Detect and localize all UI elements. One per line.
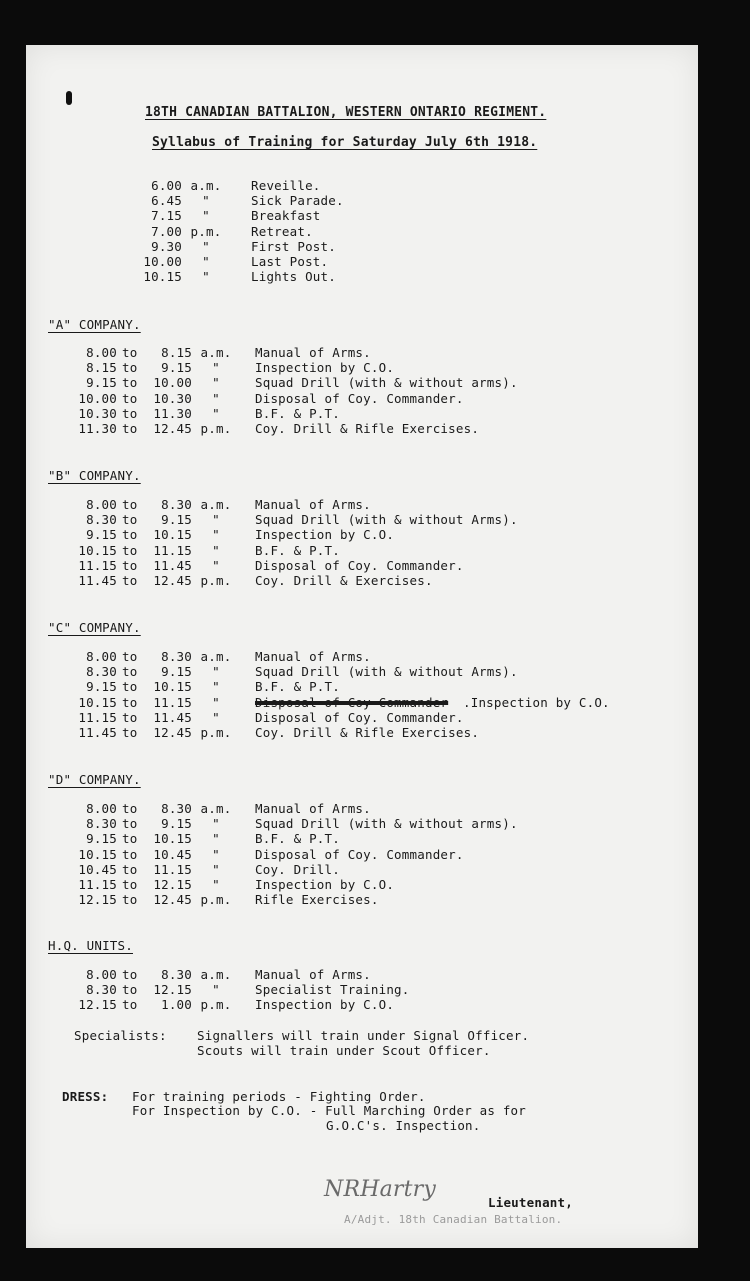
time-to-word: to (122, 801, 138, 816)
daily-time: 10.00 (143, 254, 182, 269)
time-ampm: p.m. (200, 725, 232, 740)
activity: Manual of Arms. (255, 497, 371, 512)
time-to: 11.15 (153, 542, 192, 558)
time-ampm: " (212, 664, 220, 680)
time-ampm: p.m. (200, 892, 232, 908)
time-to: 10.00 (153, 375, 192, 391)
dress-line-1: For training periods - Fighting Order. (132, 1089, 426, 1104)
struck-activity: Disposal of Coy Commander (255, 694, 449, 710)
time-from: 9.15 (86, 831, 117, 847)
time-to-word: to (122, 892, 138, 908)
time-to-word: to (122, 390, 138, 406)
daily-event: Lights Out. (251, 269, 336, 285)
time-to: 12.45 (153, 421, 192, 436)
punch-hole (66, 91, 72, 105)
time-to: 9.15 (161, 512, 192, 528)
time-ampm: " (212, 846, 220, 862)
daily-event: First Post. (251, 238, 336, 254)
specialists-label: Specialists: (74, 1028, 167, 1043)
activity: B.F. & P.T. (255, 679, 340, 695)
time-to: 12.15 (153, 982, 192, 998)
time-to-word: to (122, 664, 138, 680)
time-to-word: to (122, 360, 138, 376)
time-ampm: p.m. (200, 997, 232, 1013)
time-to: 11.15 (153, 861, 192, 877)
time-to-word: to (122, 497, 138, 512)
activity: Squad Drill (with & without arms). (255, 816, 518, 832)
time-ampm: a.m. (200, 801, 232, 816)
activity: Manual of Arms. (255, 345, 371, 360)
daily-time: 7.00 (151, 223, 182, 239)
time-to: 12.15 (153, 877, 192, 892)
daily-time: 6.45 (151, 193, 182, 209)
activity: Disposal of Coy. Commander. (255, 390, 464, 406)
daily-ampm: " (202, 193, 210, 209)
time-ampm: " (212, 527, 220, 543)
activity: B.F. & P.T. (255, 405, 340, 421)
specialists-line-2: Scouts will train under Scout Officer. (197, 1043, 491, 1058)
time-ampm: a.m. (200, 345, 232, 360)
company-heading: "D" COMPANY. (48, 772, 141, 787)
activity: Coy. Drill & Rifle Exercises. (255, 725, 480, 740)
company-heading: "C" COMPANY. (48, 620, 141, 635)
time-to-word: to (122, 421, 138, 436)
time-from: 8.00 (86, 801, 117, 816)
time-ampm: " (212, 831, 220, 847)
time-from: 8.30 (86, 816, 117, 832)
time-from: 11.30 (78, 421, 117, 436)
time-to-word: to (122, 405, 138, 421)
time-to: 8.30 (161, 497, 192, 512)
time-to: 11.15 (153, 694, 192, 710)
time-to-word: to (122, 816, 138, 832)
activity: Squad Drill (with & without Arms). (255, 512, 518, 528)
daily-time: 9.30 (151, 238, 182, 254)
time-from: 8.15 (86, 360, 117, 376)
time-ampm: a.m. (200, 497, 232, 512)
activity: Specialist Training. (255, 982, 410, 998)
time-from: 8.30 (86, 664, 117, 680)
time-to-word: to (122, 679, 138, 695)
time-ampm: p.m. (200, 573, 232, 588)
time-from: 10.30 (78, 405, 117, 421)
time-to: 12.45 (153, 725, 192, 740)
activity: Disposal of Coy. Commander. (255, 709, 464, 725)
daily-time: 10.15 (143, 269, 182, 285)
daily-ampm: " (202, 208, 210, 224)
time-from: 8.00 (86, 345, 117, 360)
time-to: 8.30 (161, 649, 192, 664)
time-to: 8.15 (161, 345, 192, 360)
time-from: 11.45 (78, 725, 117, 740)
daily-event: Retreat. (251, 223, 313, 239)
activity: Coy. Drill & Rifle Exercises. (255, 421, 480, 436)
time-to: 11.30 (153, 405, 192, 421)
activity: Squad Drill (with & without arms). (255, 375, 518, 391)
time-ampm: " (212, 390, 220, 406)
dress-label: DRESS: (62, 1089, 109, 1104)
time-to-word: to (122, 527, 138, 543)
time-from: 10.00 (78, 390, 117, 406)
activity: Inspection by C.O. (255, 997, 395, 1013)
time-ampm: " (212, 557, 220, 573)
time-to: 12.45 (153, 573, 192, 588)
time-to: 10.30 (153, 390, 192, 406)
time-to: 9.15 (161, 816, 192, 832)
time-ampm: " (212, 694, 220, 710)
time-to: 10.15 (153, 831, 192, 847)
signature-footer: A/Adjt. 18th Canadian Battalion. (344, 1213, 563, 1226)
time-to-word: to (122, 997, 138, 1013)
daily-event: Reveille. (251, 178, 321, 193)
activity: Coy. Drill & Exercises. (255, 573, 433, 588)
activity: Disposal of Coy. Commander. (255, 557, 464, 573)
time-from: 10.15 (78, 542, 117, 558)
time-to-word: to (122, 694, 138, 710)
time-ampm: " (212, 861, 220, 877)
time-from: 8.30 (86, 982, 117, 998)
time-ampm: p.m. (200, 421, 232, 436)
time-ampm: a.m. (200, 649, 232, 664)
time-to: 1.00 (161, 997, 192, 1013)
time-from: 11.45 (78, 573, 117, 588)
time-ampm: " (212, 542, 220, 558)
time-from: 8.00 (86, 497, 117, 512)
time-from: 10.45 (78, 861, 117, 877)
activity: B.F. & P.T. (255, 831, 340, 847)
company-heading: "A" COMPANY. (48, 317, 141, 332)
time-to: 10.45 (153, 846, 192, 862)
dress-line-3: G.O.C's. Inspection. (326, 1118, 481, 1133)
time-to-word: to (122, 512, 138, 528)
time-to-word: to (122, 375, 138, 391)
daily-ampm: " (202, 254, 210, 269)
activity: Inspection by C.O. (255, 360, 395, 376)
dress-line-2: For Inspection by C.O. - Full Marching Order as for (132, 1103, 527, 1118)
time-from: 11.15 (78, 877, 117, 892)
activity: Manual of Arms. (255, 967, 371, 982)
time-to-word: to (122, 846, 138, 862)
time-to-word: to (122, 831, 138, 847)
time-from: 10.15 (78, 846, 117, 862)
activity: Disposal of Coy. Commander. (255, 846, 464, 862)
company-heading: "B" COMPANY. (48, 468, 141, 483)
time-from: 11.15 (78, 709, 117, 725)
activity: Manual of Arms. (255, 649, 371, 664)
daily-time: 6.00 (151, 178, 182, 193)
daily-ampm: " (202, 238, 210, 254)
time-to-word: to (122, 725, 138, 740)
daily-event: Breakfast (251, 208, 321, 224)
signature: NRHartry (324, 1177, 437, 1202)
time-from: 9.15 (86, 375, 117, 391)
time-to-word: to (122, 967, 138, 982)
time-ampm: " (212, 877, 220, 892)
specialists-line-1: Signallers will train under Signal Officer. (197, 1028, 530, 1043)
time-ampm: " (212, 709, 220, 725)
time-ampm: " (212, 512, 220, 528)
time-to: 10.15 (153, 527, 192, 543)
time-to: 9.15 (161, 360, 192, 376)
time-to-word: to (122, 542, 138, 558)
time-from: 8.30 (86, 512, 117, 528)
time-to: 8.30 (161, 801, 192, 816)
time-to-word: to (122, 982, 138, 998)
activity: Rifle Exercises. (255, 892, 379, 908)
document-subtitle: Syllabus of Training for Saturday July 6th 1918. (152, 135, 538, 150)
time-ampm: " (212, 405, 220, 421)
time-to: 9.15 (161, 664, 192, 680)
time-from: 10.15 (78, 694, 117, 710)
daily-ampm: p.m. (190, 223, 222, 239)
time-to-word: to (122, 861, 138, 877)
time-to-word: to (122, 345, 138, 360)
activity: Coy. Drill. (255, 861, 340, 877)
time-from: 8.00 (86, 649, 117, 664)
time-ampm: " (212, 375, 220, 391)
time-ampm: " (212, 679, 220, 695)
document-page (26, 45, 698, 1248)
time-from: 8.00 (86, 967, 117, 982)
daily-time: 7.15 (151, 208, 182, 224)
daily-ampm: " (202, 269, 210, 285)
time-to-word: to (122, 557, 138, 573)
time-to-word: to (122, 573, 138, 588)
daily-ampm: a.m. (190, 178, 222, 193)
activity: .Inspection by C.O. (463, 694, 610, 710)
time-to-word: to (122, 709, 138, 725)
time-to: 11.45 (153, 709, 192, 725)
time-from: 12.15 (78, 892, 117, 908)
time-to-word: to (122, 877, 138, 892)
activity: Inspection by C.O. (255, 527, 395, 543)
time-ampm: " (212, 982, 220, 998)
activity: B.F. & P.T. (255, 542, 340, 558)
signature-rank: Lieutenant, (488, 1195, 573, 1210)
activity: Inspection by C.O. (255, 877, 395, 892)
time-ampm: " (212, 360, 220, 376)
time-to: 11.45 (153, 557, 192, 573)
time-to: 12.45 (153, 892, 192, 908)
activity: Manual of Arms. (255, 801, 371, 816)
time-from: 11.15 (78, 557, 117, 573)
document-title: 18TH CANADIAN BATTALION, WESTERN ONTARIO REGIMENT. (145, 105, 547, 120)
time-ampm: " (212, 816, 220, 832)
time-from: 12.15 (78, 997, 117, 1013)
time-to: 8.30 (161, 967, 192, 982)
time-to-word: to (122, 649, 138, 664)
daily-event: Last Post. (251, 254, 329, 269)
daily-event: Sick Parade. (251, 193, 344, 209)
activity: Squad Drill (with & without Arms). (255, 664, 518, 680)
time-from: 9.15 (86, 527, 117, 543)
time-from: 9.15 (86, 679, 117, 695)
time-ampm: a.m. (200, 967, 232, 982)
time-to: 10.15 (153, 679, 192, 695)
company-heading: H.Q. UNITS. (48, 938, 133, 953)
